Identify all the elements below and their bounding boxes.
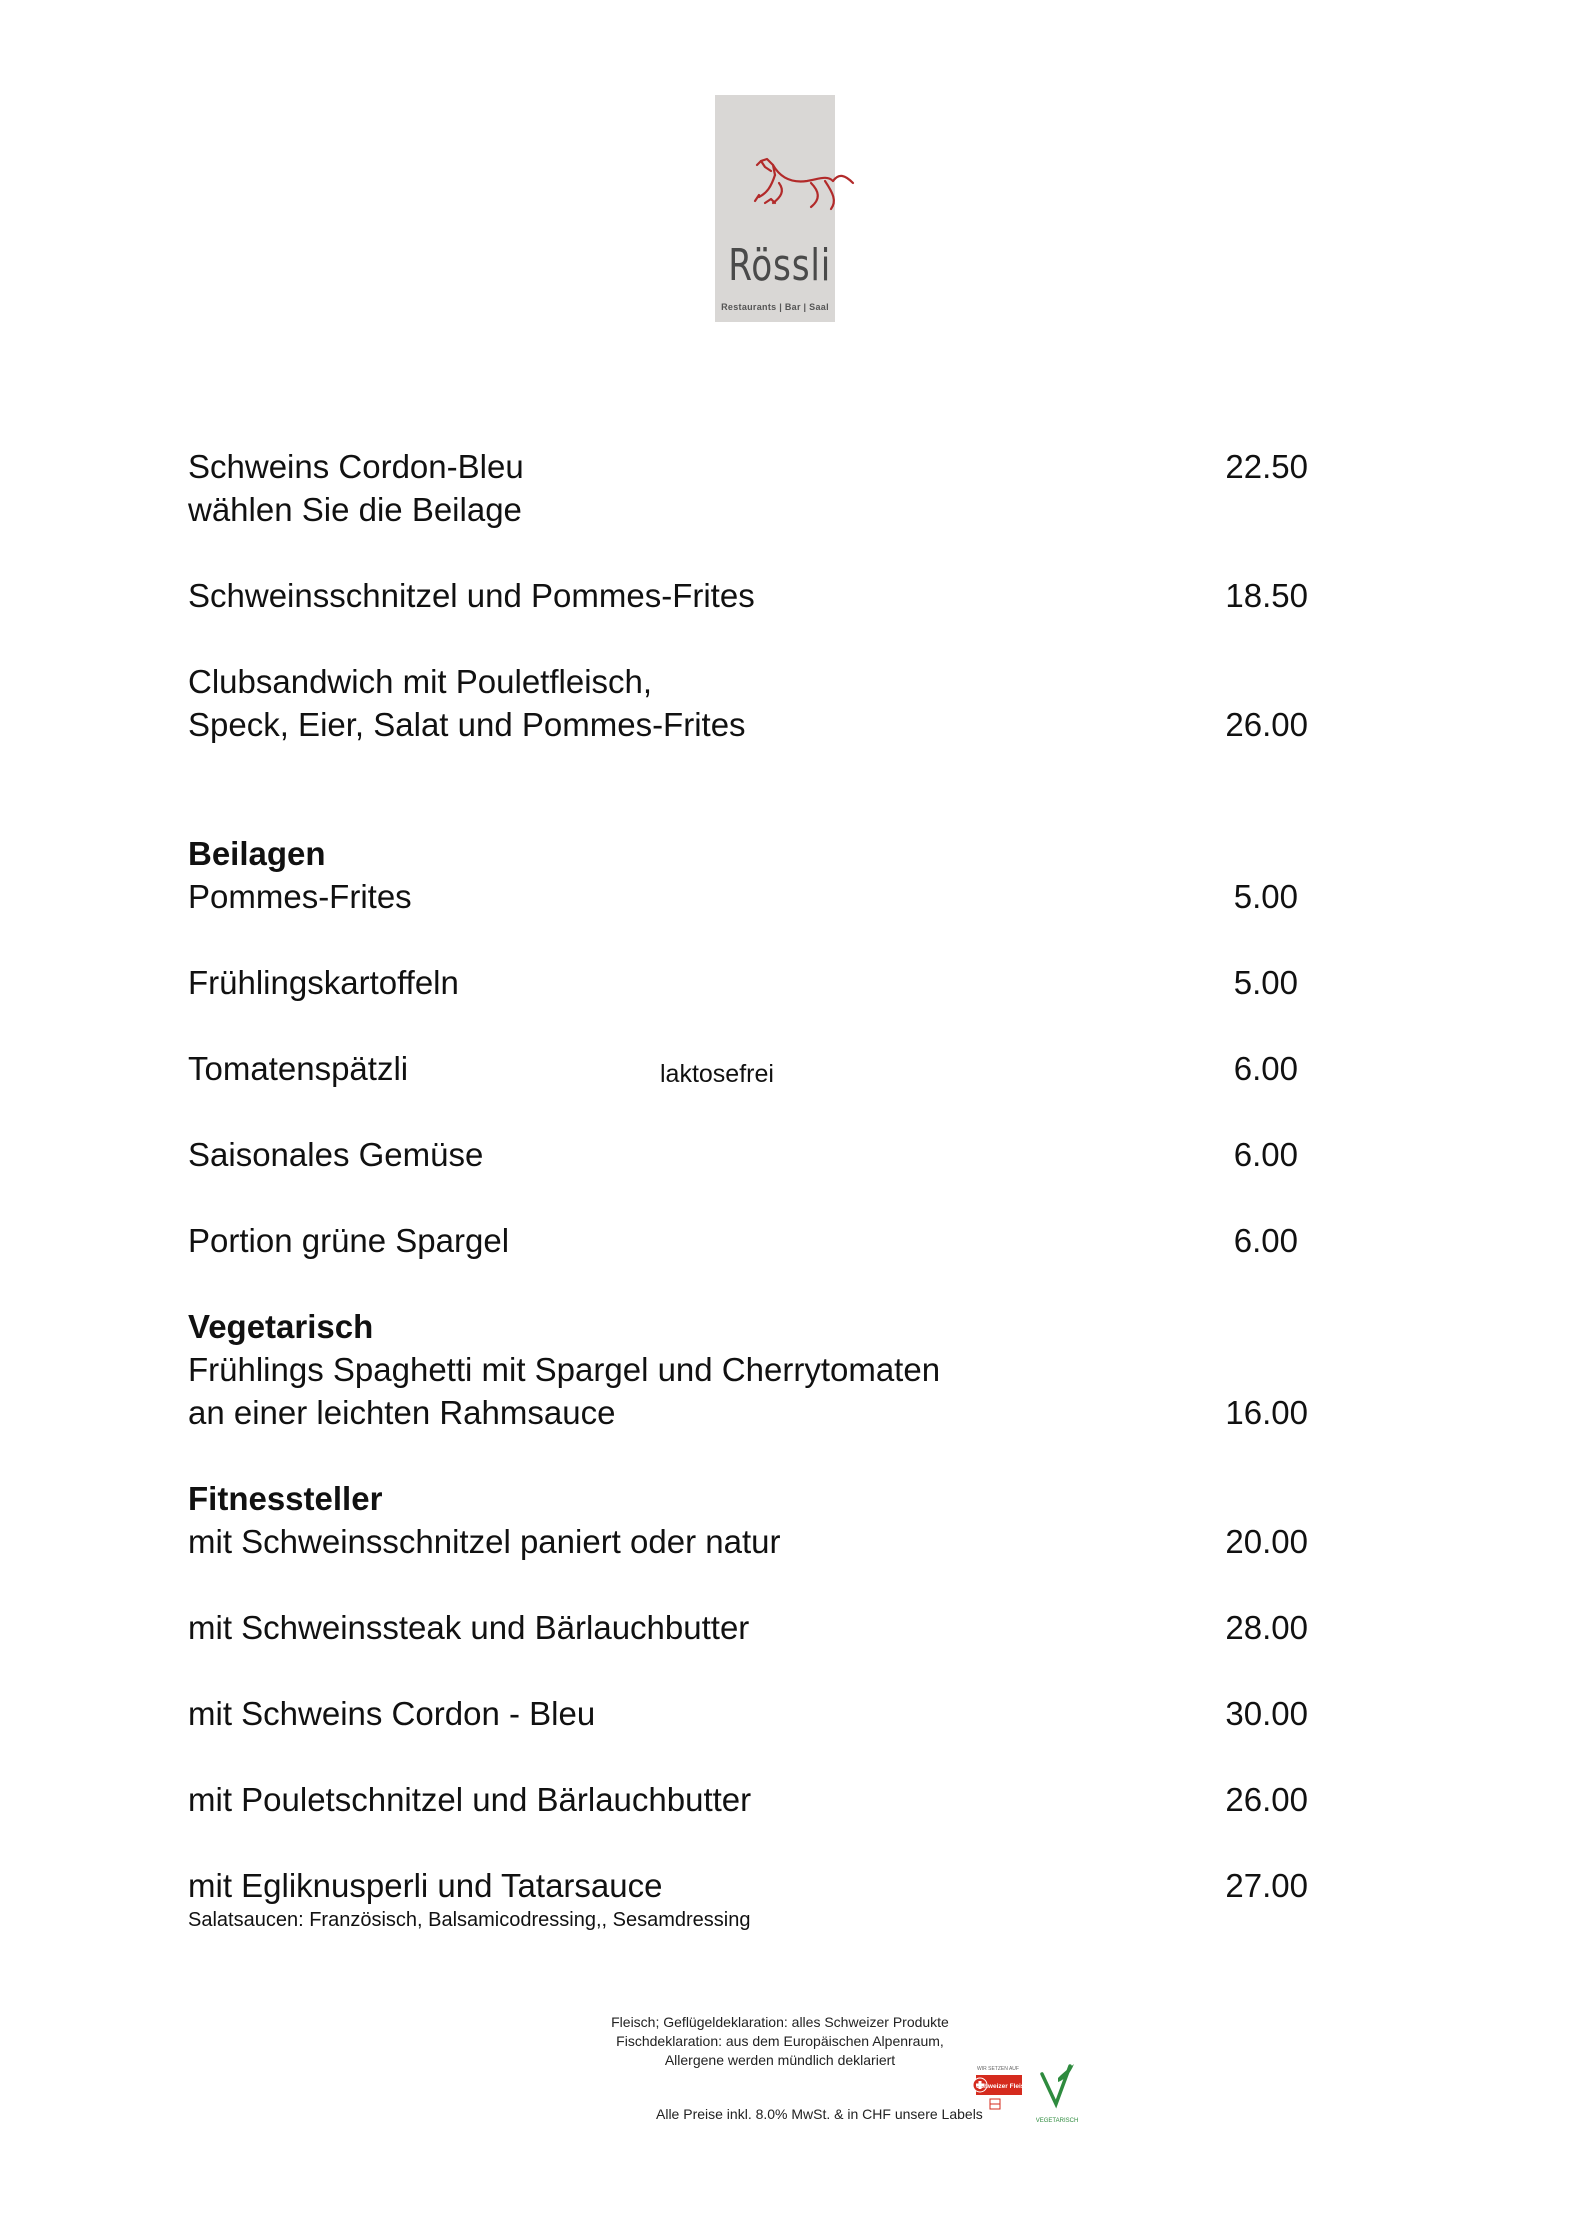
menu-item — [188, 1778, 1308, 1821]
item-price: 6.00 — [1233, 1136, 1298, 1173]
item-price: 27.00 — [1225, 1867, 1308, 1904]
menu-item — [188, 1047, 1308, 1090]
item-name: Frühlingskartoffeln — [188, 964, 459, 1001]
menu-item — [188, 1864, 1308, 1907]
item-name: Frühlings Spaghetti mit Spargel und Cherrytomaten — [188, 1351, 941, 1388]
item-price: 18.50 — [1225, 577, 1308, 614]
footer-declarations — [560, 2013, 1000, 2070]
item-note: laktosefrei — [660, 1060, 774, 1088]
item-name: Tomatenspätzli — [188, 1050, 409, 1087]
menu-item — [188, 1348, 1308, 1434]
item-price: 5.00 — [1233, 964, 1298, 1001]
brand-name: Rössli — [728, 240, 832, 291]
menu-item — [188, 1133, 1308, 1176]
horse-icon — [715, 95, 865, 245]
restaurant-logo — [715, 95, 835, 322]
section-heading-beilagen: Beilagen — [188, 835, 326, 872]
menu-item — [188, 1520, 1308, 1563]
item-description: Speck, Eier, Salat und Pommes-Frites — [188, 706, 746, 743]
item-price: 22.50 — [1225, 448, 1308, 485]
item-name: mit Schweins Cordon - Bleu — [188, 1695, 596, 1732]
section-heading-fitnessteller: Fitnessteller — [188, 1480, 383, 1517]
footer-meat-declaration: Fleisch; Geflügeldeklaration: alles Schweizer Produkte — [611, 2014, 949, 2030]
menu-item — [188, 574, 1308, 617]
item-name: mit Egliknusperli und Tatarsauce — [188, 1867, 663, 1904]
item-name: mit Pouletschnitzel und Bärlauchbutter — [188, 1781, 752, 1818]
item-price: 28.00 — [1225, 1609, 1308, 1646]
item-price: 26.00 — [1225, 1781, 1308, 1818]
footer-fish-declaration: Fischdeklaration: aus dem Europäischen Alpenraum, — [616, 2033, 944, 2049]
vegetarian-label-text: VEGETARISCH — [1036, 2118, 1078, 2124]
item-price: 5.00 — [1233, 878, 1298, 915]
item-name: Pommes-Frites — [188, 878, 412, 915]
menu-item — [188, 961, 1308, 1004]
footer-price-note: Alle Preise inkl. 8.0% MwSt. & in CHF unsere Labels — [656, 2106, 983, 2122]
item-name: Schweinsschnitzel und Pommes-Frites — [188, 577, 755, 614]
salad-dressing-note: Salatsaucen: Französisch, Balsamicodressing,, Sesamdressing — [188, 1909, 751, 1931]
item-price: 30.00 — [1225, 1695, 1308, 1732]
item-name: Clubsandwich mit Pouletfleisch, — [188, 663, 653, 700]
item-price: 6.00 — [1233, 1050, 1298, 1087]
item-price: 16.00 — [1225, 1394, 1308, 1431]
item-description: wählen Sie die Beilage — [188, 491, 522, 528]
item-name: Saisonales Gemüse — [188, 1136, 484, 1173]
swiss-label-text: Schweizer Fleisch — [976, 2083, 1028, 2090]
menu-item — [188, 660, 1308, 746]
item-price: 20.00 — [1225, 1523, 1308, 1560]
item-name: Schweins Cordon-Bleu — [188, 448, 524, 485]
menu-item — [188, 1219, 1308, 1262]
item-name: Portion grüne Spargel — [188, 1222, 510, 1259]
menu-list — [188, 445, 1308, 1933]
swiss-label-top-text: WIR SETZEN AUF — [977, 2066, 1019, 2072]
menu-item — [188, 1692, 1308, 1735]
brand-tagline: Restaurants | Bar | Saal — [721, 302, 829, 312]
menu-item — [188, 1606, 1308, 1649]
footer-allergen-note: Allergene werden mündlich deklariert — [664, 2052, 896, 2068]
menu-item — [188, 445, 1308, 531]
item-price: 26.00 — [1225, 706, 1308, 743]
item-name: mit Schweinssteak und Bärlauchbutter — [188, 1609, 750, 1646]
vegetarian-label-icon — [1036, 2060, 1078, 2128]
swiss-meat-label-icon — [968, 2063, 1028, 2123]
section-heading-vegetarisch: Vegetarisch — [188, 1308, 374, 1345]
item-price: 6.00 — [1233, 1222, 1298, 1259]
menu-item — [188, 875, 1308, 918]
item-description: an einer leichten Rahmsauce — [188, 1394, 616, 1431]
item-name: mit Schweinsschnitzel paniert oder natur — [188, 1523, 781, 1560]
